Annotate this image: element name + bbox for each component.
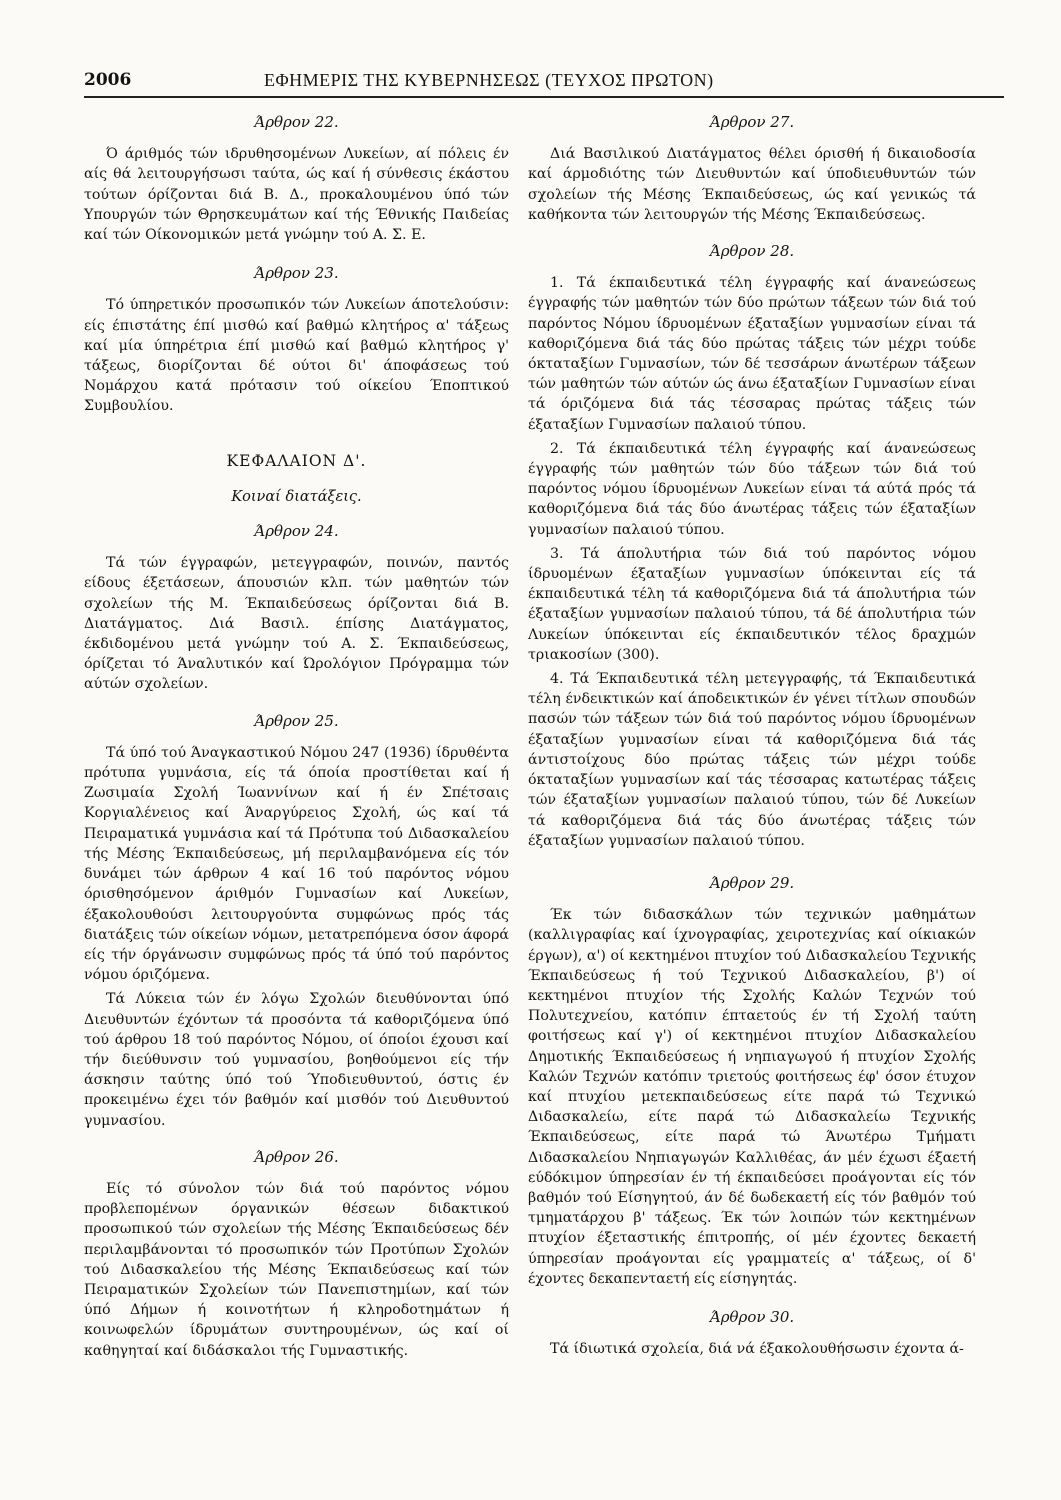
chapter-subheading: Κοιναί διατάξεις. [231, 488, 362, 505]
article-29-text: Έκ τών διδασκάλων τών τεχνικών μαθημάτων (καλλιγραφίας καί ίχνογραφίας, χειροτεχνίας καί οίκιακών έργων), α') οί κεκτημένοι πτυχίον τού Διδασκαλείου Τεχνικής Έκπαιδεύσεως ή τού Τεχνικού Διδασκαλείου, β') οί κεκτημένοι πτυχίον τής Σχολής Καλών Τεχνών τού Πολυτεχνείου, κατόπιν έπταετούς έν τή Σχολή ταύτη φοιτήσεως καί γ') οί κεκτημένοι πτυχίον Διδασκαλείου Δημοτικής Έκπαιδεύσεως ή νηπιαγωγού ή πτυχίον Σχολής Καλών Τεχνών κατόπιν τριετούς φοιτήσεως έφ' όσον έτυχον καί πτυχίου μετεκπαιδεύσεως είτε παρά τώ Τεχνικώ Διδασκαλείω, είτε παρά τώ Διδασκαλείω Τεχνικής Έκπαιδεύσεως, είτε παρά τώ Άνωτέρω Τμήματι Διδασκαλείου Νηπιαγωγών Καλλιθέας, άν μέν έχωσι έξαετή εύδόκιμον ύπηρεσίαν έν τή έκπαιδεύσει προάγονται είς τόν βαθμόν τού Είσηγητού, άν δέ δωδεκαετή είς τόν βαθμόν τού τμηματάρχου β' τάξεως. Έκ τών λοιπών τών κεκτημένων πτυχίον έξεταστικής έπιτροπής, οί μέν έχοντες δεκαετή ύπηρεσίαν προάγονται είς γραμματείς α' τάξεως, οί δ' έχοντες δεκαπενταετή είς είσηγητάς. [528, 907, 977, 1287]
article-24-text: Τά τών έγγραφών, μετεγγραφών, ποινών, παντός είδους έξετάσεων, άπουσιών κλπ. τών μαθητών τών σχολείων τής Μ. Έκπαιδεύσεως όρίζονται διά Β. Διατάγματος. Διά Βασιλ. έπίσης Διατάγματος, έκδιδομένου μετά γνώμην τού Α. Σ. Έκπαιδεύσεως, όρίζεται τό Άναλυτικόν καί Ώρολόγιον Πρόγραμμα τών αύτών σχολείων. [84, 555, 509, 693]
page-number: 2006 [84, 70, 132, 90]
article-28-text-4: 4. Τά Έκπαιδευτικά τέλη μετεγγραφής, τά Έκπαιδευτικά τέλη ένδεικτικών καί άποδεικτικών έν γένει τίτλων σπουδών πασών τών τάξεων τών διά τού παρόντος νόμου ίδρυομένων έξαταξίων γυμνασίων είναι τά καθοριζόμενα διά τάς άντιστοίχους δύο πρώτας τάξεις τών μέχρι τούδε όκταταξίων γυμνασίων καί τάς τέσσαρας κατωτέρας τάξεις τών έξαταξίων γυμνασίων παλαιού τύπου, τών δέ Λυκείων τά καθοριζόμενα διά τάς δύο άνωτέρας τάξεις τών έξαταξίων γυμνασίων παλαιού τύπου. [528, 671, 976, 849]
header-divider [84, 96, 1004, 98]
article-28-text-2: 2. Τά έκπαιδευτικά τέλη έγγραφής καί άνανεώσεως έγγραφής τών μαθητών τών δύο τάξεων τών διά τού παρόντος νόμου ίδρυομένων Λυκείων είναι τά αύτά πρός τά καθοριζόμενα διά τάς δύο άνωτέρας τάξεις τών έξαταξίων γυμνασίων παλαιού τύπου. [528, 440, 976, 538]
article-25-title: Άρθρον 25. [254, 711, 339, 730]
left-column [84, 112, 509, 1365]
article-23-text: Τό ύπηρετικόν προσωπικόν τών Λυκείων άποτελούσιν: είς έπιστάτης έπί μισθώ καί βαθμώ κλητήρος α' τάξεως καί μία ύπηρέτρια έπί μισθώ καί βαθμώ κλητήρος γ' τάξεως, διορίζονται δέ ούτοι δι' άποφάσεως τού Νομάρχου κατά πρότασιν τού οίκείου Έποπτικού Συμβουλίου. [84, 297, 509, 415]
article-25-text-2: Τά Λύκεια τών έν λόγω Σχολών διευθύνονται ύπό Διευθυντών έχόντων τά προσόντα τά καθοριζόμενα ύπό τού άρθρου 18 τού παρόντος Νόμου, οί όποίοι έχουσι καί τήν διεύθυνσιν τού γυμνασίου, βοηθούμενοι είς τήν άσκησιν ταύτης ύπό τού Ύποδιευθυντού, όστις έν προκειμένω έχει τόν βαθμόν καί μισθόν τού Διευθυντού γυμνασίου. [84, 991, 509, 1129]
article-22-text: Ό άριθμός τών ιδρυθησομένων Λυκείων, αί πόλεις έν αίς θά λειτουργήσωσι ταύτα, ώς καί ή σύνθεσις έκάστου τούτων όρίζονται διά Β. Δ., προκαλουμένου ύπό τών Υπουργών τών Θρησκευμάτων καί τής Έθνικής Παιδείας καί τών Οίκονομικών μετά γνώμην τού Α. Σ. Ε. [84, 146, 509, 244]
article-27-title: Άρθρον 27. [709, 113, 795, 131]
article-28-text-3: 3. Τά άπολυτήρια τών διά τού παρόντος νόμου ίδρυομένων έξαταξίων γυμνασίων ύπόκεινται είς τά έκπαιδευτικά τέλη τά καθοριζόμενα διά τά άπολυτήρια τών έξαταξίων γυμνασίων παλαιού τύπου, τά δέ άπολυτήρια τών Λυκείων ύπόκεινται είς έκπαιδευτικόν τέλος δραχμών τριακοσίων (300). [528, 545, 976, 663]
article-27-text: Διά Βασιλικού Διατάγματος θέλει όρισθή ή δικαιοδοσία καί άρμοδιότης τών Διευθυντών καί ύποδιευθυντών τών σχολείων τής Μέσης Έκπαιδεύσεως, ώς καί γενικώς τά καθήκοντα τών λειτουργών τής Μέσης Έκπαιδεύσεως. [528, 146, 976, 223]
article-28-text-1: 1. Τά έκπαιδευτικά τέλη έγγραφής καί άνανεώσεως έγγραφής τών μαθητών τών δύο πρώτων τάξεων τών διά τού παρόντος Νόμου ίδρυομένων έξαταξίων γυμνασίων είναι τά καθοριζόμενα διά τάς δύο πρώτας τάξεις τών μέχρι τούδε όκταταξίων Γυμνασίων, τών δέ τεσσάρων άνωτέρων τάξεων τών μαθητών τών αύτών ώς άνω έξαταξίων Γυμνασίων είναι τά όριζόμενα διά τάς τέσσαρας πρώτας τάξεις τών έξαταξίων Γυμνασίων παλαιού τύπου. [528, 275, 976, 433]
article-28-title: Άρθρον 28. [709, 242, 795, 261]
article-22-title: Άρθρον 22. [254, 113, 339, 131]
article-26-title: Άρθρον 26. [254, 1147, 339, 1166]
article-30-title: Άρθρον 30. [709, 1307, 795, 1326]
article-30-text: Τά ίδιωτικά σχολεία, διά νά έξακολουθήσωσιν έχοντα ά- [550, 1341, 964, 1358]
article-29-title: Άρθρον 29. [709, 873, 795, 892]
gazette-title: ΕΦΗΜΕΡΙΣ ΤΗΣ ΚΥΒΕΡΝΗΣΕΩΣ (ΤΕΥΧΟΣ ΠΡΩΤΟΝ) [264, 70, 714, 90]
article-24-title: Άρθρον 24. [254, 522, 339, 541]
page-header [84, 70, 994, 96]
chapter-heading: ΚΕΦΑΛΑΙΟΝ Δ'. [226, 451, 367, 470]
article-23-title: Άρθρον 23. [254, 264, 339, 283]
article-26-text: Είς τό σύνολον τών διά τού παρόντος νόμου προβλεπομένων όργανικών θέσεων διδακτικού προσωπικού τών σχολείων τής Μέσης Έκπαιδεύσεως δέν περιλαμβάνονται τό προσωπικόν τών Προτύπων Σχολών τού Διδασκαλείου τής Μέσης Έκπαιδεύσεως καί τών Πειραματικών Σχολείων τών Πανεπιστημίων, καί τών ύπό Δήμων ή κοινοτήτων ή κληροδοτημάτων ή κοινωφελών ίδρυμάτων συντηρουμένων, ώς καί οί καθηγηταί καί διδάσκαλοι τής Γυμναστικής. [84, 1180, 509, 1359]
article-25-text-1: Τά ύπό τού Άναγκαστικού Νόμου 247 (1936) ίδρυθέντα πρότυπα γυμνάσια, είς τά όποία προστίθεται καί ή Ζωσιμαία Σχολή Ίωαννίνων καί ή έν Σπέτσαις Κοργιαλένειος καί Άναργύρειος Σχολή, ώς καί τά Πειραματικά γυμνάσια καί τά Πρότυπα τού Διδασκαλείου τής Μέσης Έκπαιδεύσεως, μή περιλαμβανόμενα είς τόν δυνάμει τών άρθρων 4 καί 16 τού παρόντος νόμου όρισθησόμενον άριθμόν Γυμνασίων καί Λυκείων, έξακολουθούσι λειτουργούντα συμφώνως πρός τάς διατάξεις τών οίκείων νόμων, μετατρεπόμενα όσον άφορά είς τήν όργάνωσιν συμφώνως πρός τά ύπό τού παρόντος νόμου όριζόμενα. [84, 744, 509, 984]
right-column [528, 112, 976, 1363]
